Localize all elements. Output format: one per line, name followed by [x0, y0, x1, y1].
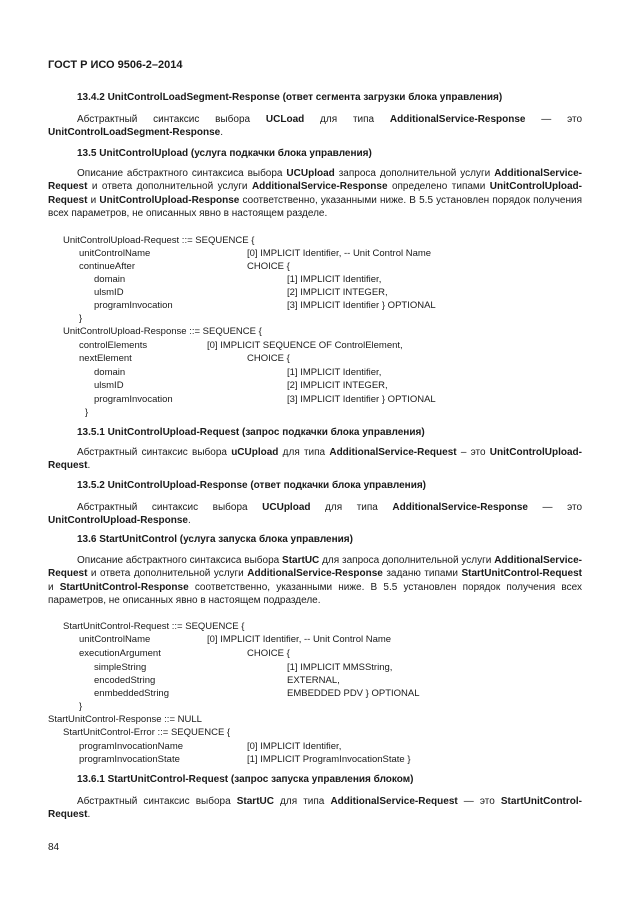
code-field: simpleString: [94, 662, 147, 673]
code-line: }: [85, 407, 89, 418]
code-field: domain: [94, 274, 126, 285]
section-13-5-1-title: 13.5.1 UnitControlUpload-Request (запрос подкачки блока управления): [77, 427, 425, 438]
section-13-5-title: 13.5 UnitControlUpload (услуга подкачки блока управления): [77, 148, 372, 159]
code-field: programInvocation: [94, 300, 173, 311]
code-field: ulsmID: [94, 380, 124, 391]
code-type: [3] IMPLICIT Identifier } OPTIONAL: [287, 300, 436, 311]
code-field: ulsmID: [94, 287, 124, 298]
code-type: CHOICE {: [247, 353, 290, 364]
code-type: [2] IMPLICIT INTEGER,: [287, 287, 388, 298]
code-type: [0] IMPLICIT SEQUENCE OF ControlElement,: [207, 340, 403, 351]
code-line: StartUnitControl-Request ::= SEQUENCE {: [63, 621, 245, 632]
section-13-4-2-title: 13.4.2 UnitControlLoadSegment-Response (ответ сегмента загрузки блока управления): [77, 92, 503, 103]
section-13-5-2-title: 13.5.2 UnitControlUpload-Response (ответ подкачки блока управления): [77, 480, 427, 491]
code-field: unitControlName: [79, 248, 151, 259]
code-line: }: [79, 701, 83, 712]
code-field: programInvocationName: [79, 741, 184, 752]
section-13-5-1-text: Абстрактный синтаксис выбора uCUpload для типа AdditionalService-Request – это UnitControlUpload-Request.: [48, 447, 582, 472]
code-field: executionArgument: [79, 648, 161, 659]
section-13-6-title: 13.6 StartUnitControl (услуга запуска блока управления): [77, 534, 353, 545]
code-line: UnitControlUpload-Response ::= SEQUENCE {: [63, 326, 262, 337]
code-field: programInvocationState: [79, 754, 180, 765]
section-13-6-1-title: 13.6.1 StartUnitControl-Request (запрос запуска управления блоком): [77, 774, 414, 785]
code-type: [1] IMPLICIT Identifier,: [287, 274, 382, 285]
section-13-6-text: Описание абстрактного синтаксиса выбора StartUC для запроса дополнительной услуги AdditionalService-Request и ответа дополнительной услуги AdditionalService-Response заданю типами StartUnitControl-Request и StartUnitControl-Response соответственно, указанными ниже. В 5.5 установлен порядок получения всех параметров, не описанных явно в настоящем подразделе.: [48, 555, 582, 607]
code-field: nextElement: [79, 353, 132, 364]
code-line: UnitControlUpload-Request ::= SEQUENCE {: [63, 235, 255, 246]
code-type: [0] IMPLICIT Identifier, -- Unit Control Name: [207, 634, 392, 645]
code-type: [0] IMPLICIT Identifier,: [247, 741, 342, 752]
section-13-4-2-text: Абстрактный синтаксис выбора UCLoad для типа AdditionalService-Response — это UnitControlLoadSegment-Response.: [48, 114, 583, 139]
code-line: StartUnitControl-Error ::= SEQUENCE {: [63, 727, 231, 738]
code-field: domain: [94, 367, 126, 378]
code-type: [1] IMPLICIT Identifier,: [287, 367, 382, 378]
section-13-5-2-text: Абстрактный синтаксис выбора UCUpload для типа AdditionalService-Response — это UnitControlUpload-Response.: [48, 502, 583, 527]
code-type: [0] IMPLICIT Identifier, -- Unit Control Name: [247, 248, 432, 259]
code-type: CHOICE {: [247, 648, 290, 659]
code-field: encodedString: [94, 675, 156, 686]
section-13-6-1-text: Абстрактный синтаксис выбора StartUC для типа AdditionalService-Request — это StartUnitControl-Request.: [48, 796, 582, 821]
code-line: StartUnitControl-Response ::= NULL: [48, 714, 202, 725]
code-type: [1] IMPLICIT ProgramInvocationState }: [247, 754, 411, 765]
code-type: [1] IMPLICIT MMSString,: [287, 662, 393, 673]
page-number: 84: [48, 842, 60, 853]
document-header: ГОСТ Р ИСО 9506-2–2014: [48, 59, 183, 71]
code-type: [2] IMPLICIT INTEGER,: [287, 380, 388, 391]
code-field: controlElements: [79, 340, 148, 351]
code-type: EMBEDDED PDV } OPTIONAL: [287, 688, 420, 699]
code-type: [3] IMPLICIT Identifier } OPTIONAL: [287, 394, 436, 405]
code-type: CHOICE {: [247, 261, 290, 272]
code-field: unitControlName: [79, 634, 151, 645]
code-line: }: [79, 313, 83, 324]
section-13-5-text: Описание абстрактного синтаксиса выбора UCUpload запроса дополнительной услуги AdditionalService-Request и ответа дополнительной услуги AdditionalService-Response определено типами UnitControlUpload-Request и UnitControlUpload-Response соответственно, указанными ниже. В 5.5 установлен порядок получения всех параметров, не описанных явно в настоящем разделе.: [48, 168, 582, 220]
code-field: continueAfter: [79, 261, 135, 272]
code-field: programInvocation: [94, 394, 173, 405]
code-field: enmbeddedString: [94, 688, 169, 699]
code-type: EXTERNAL,: [287, 675, 340, 686]
